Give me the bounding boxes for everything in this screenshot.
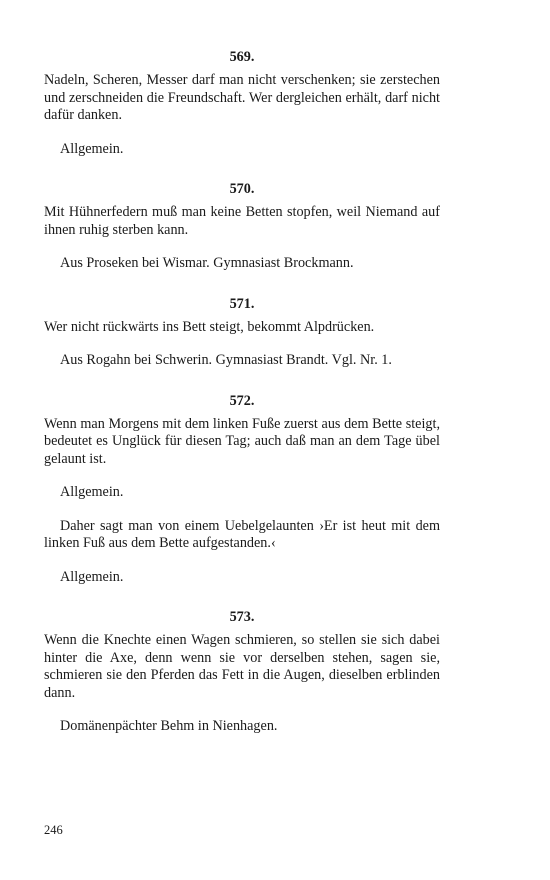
entry-number: 573. [229, 609, 255, 625]
page-body [44, 48, 440, 736]
entry-source: Aus Proseken bei Wismar. Gymnasiast Brockmann. [60, 255, 354, 271]
entry-text: Mit Hühnerfedern muß man keine Betten stopfen, weil Niemand auf ihnen ruhig sterben kann. [44, 204, 440, 238]
entry-number: 571. [229, 295, 255, 312]
entry-569 [44, 48, 440, 158]
entry-remark: Daher sagt man von einem Uebelgelaunten ›Er ist heut mit dem linken Fuß aus dem Bette aufgestanden.‹ [44, 517, 440, 551]
entry-text: Nadeln, Scheren, Messer darf man nicht verschenken; sie zerstechen und zerschneiden die Freundschaft. Wer dergleichen erhält, darf nicht dafür danken. [44, 72, 440, 123]
page-number: 246 [44, 823, 63, 837]
entry-573 [44, 608, 440, 736]
entry-571 [44, 295, 440, 370]
entry-source: Allgemein. [60, 484, 124, 500]
entry-text: Wenn man Morgens mit dem linken Fuße zuerst aus dem Bette steigt, bedeutet es Unglück für diesen Tag; auch daß man an dem Tage übel gelaunt ist. [44, 415, 440, 467]
entry-source: Domänenpächter Behm in Nienhagen. [60, 718, 278, 734]
entry-source: Allgemein. [60, 140, 124, 157]
entry-number: 572. [229, 392, 255, 409]
entry-570 [44, 180, 440, 273]
entry-source: Aus Rogahn bei Schwerin. Gymnasiast Brandt. Vgl. Nr. 1. [60, 352, 392, 368]
entry-number: 569. [229, 49, 255, 65]
entry-source: Allgemein. [60, 568, 124, 585]
entry-572 [44, 392, 440, 587]
entry-text: Wenn die Knechte einen Wagen schmieren, so stellen sie sich dabei hinter die Axe, denn wenn sie vor derselben stehen, sagen sie, schmieren sie den Pferden das Fett in die Augen, dieselben erblinden dann. [44, 632, 440, 701]
entry-text: Wer nicht rückwärts ins Bett steigt, bekommt Alpdrücken. [44, 318, 375, 335]
entry-number: 570. [229, 181, 255, 197]
